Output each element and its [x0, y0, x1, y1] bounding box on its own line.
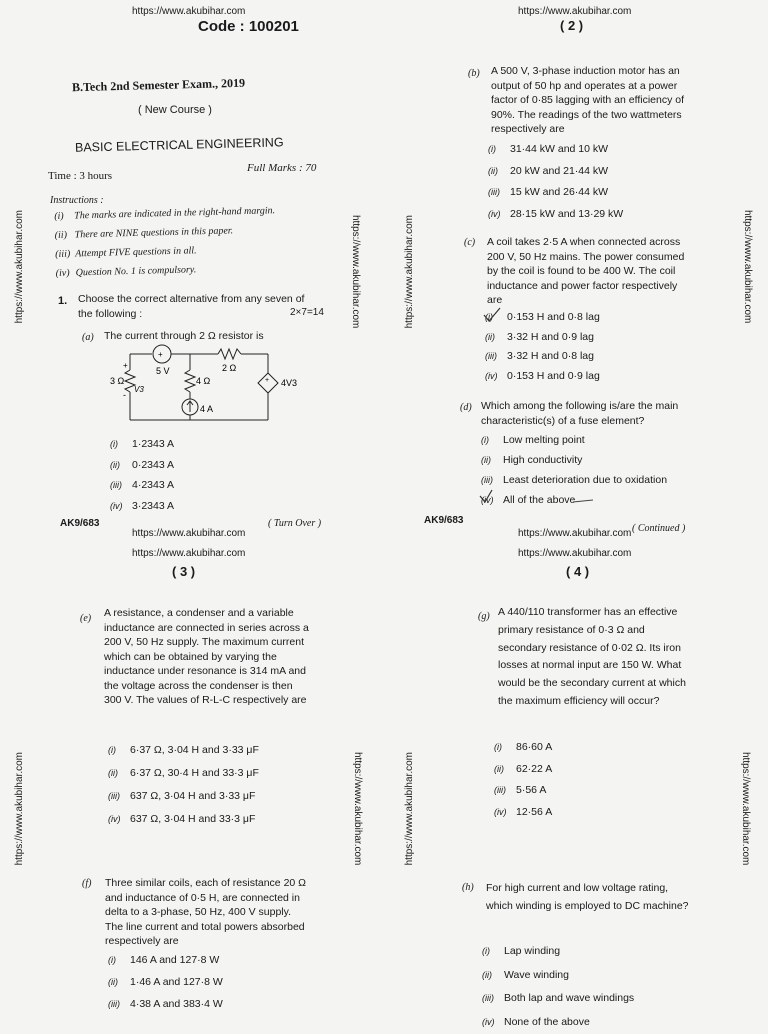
resistor-2-label: 2 Ω: [222, 363, 237, 373]
option-item[interactable]: (iv) 28·15 kW and 13·29 kW: [488, 204, 623, 226]
option-item[interactable]: (iv) 637 Ω, 3·04 H and 33·3 μF: [108, 808, 259, 831]
side-watermark: https://www.akubihar.com: [404, 752, 415, 865]
circuit-diagram: [110, 342, 310, 432]
option-item[interactable]: (i) Lap winding: [482, 940, 634, 964]
footer-note: ( Turn Over ): [268, 518, 321, 529]
option-item[interactable]: (ii) Wave winding: [482, 964, 634, 988]
side-watermark: https://www.akubihar.com: [352, 752, 363, 865]
side-watermark: https://www.akubihar.com: [740, 752, 751, 865]
option-item[interactable]: (iv) None of the above: [482, 1011, 634, 1034]
instructions-list: [54, 201, 277, 283]
question-label: (f): [82, 878, 91, 889]
question-text: Three similar coils, each of resistance 20 Ω and inductance of 0·5 H, are connected in delta to a 3-phase, 50 Hz, 400 V supply. The line current and total powers absorbed respectively are: [105, 876, 311, 949]
question-label: (g): [478, 611, 490, 622]
option-list: [488, 139, 623, 225]
side-watermark: https://www.akubihar.com: [14, 210, 25, 323]
side-watermark: https://www.akubihar.com: [14, 752, 25, 865]
option-item[interactable]: (i) 146 A and 127·8 W: [108, 949, 223, 971]
option-list: [110, 434, 174, 516]
page-number: ( 4 ): [566, 564, 589, 579]
exam-time: Time : 3 hours: [48, 170, 112, 182]
question-text: The current through 2 Ω resistor is: [104, 329, 264, 344]
option-item[interactable]: (ii) 62·22 A: [494, 759, 552, 781]
question-text: A 500 V, 3-phase induction motor has an output of 50 hp and operates at a power factor of 0·85 lagging with an efficiency of 90%. The readings of the two wattmeters respectively are: [491, 64, 695, 137]
option-item[interactable]: (iii) 5·56 A: [494, 780, 552, 802]
option-item[interactable]: (ii) High conductivity: [481, 450, 667, 470]
paper-code: Code : 100201: [198, 18, 299, 35]
page-url: https://www.akubihar.com: [518, 6, 631, 17]
option-list: [485, 308, 600, 386]
current-source-label: 4 A: [200, 404, 213, 414]
option-item[interactable]: (iv) 0·153 H and 0·9 lag: [485, 367, 600, 387]
option-item[interactable]: (iii) 4·38 A and 383·4 W: [108, 993, 223, 1015]
question-text: A coil takes 2·5 A when connected across 200 V, 50 Hz mains. The power consumed by the coil is found to be 400 W. The coil inductance and power factor respectively are: [487, 235, 691, 308]
question-label: (c): [464, 237, 475, 248]
circuit-minus-label: -: [123, 390, 126, 400]
circuit-plus-label: +: [158, 350, 163, 359]
question-text: Choose the correct alternative from any seven of the following :: [78, 292, 318, 321]
question-text: A 440/110 transformer has an effective primary resistance of 0·3 Ω and secondary resistance of 0·02 Ω. Its iron losses at normal input are 150 W. What would be the secondary current at which the maximum efficiency will occur?: [498, 604, 696, 711]
resistor-3-label: 3 Ω: [110, 376, 125, 386]
instruction-item: (ii) There are NINE questions in this paper.: [54, 220, 275, 245]
instruction-item: (iii) Attempt FIVE questions in all.: [55, 239, 276, 264]
question-label: (b): [468, 68, 480, 79]
question-number: 1.: [58, 295, 67, 307]
full-marks: Full Marks : 70: [247, 162, 316, 174]
option-item[interactable]: (i) 0·153 H and 0·8 lag: [485, 308, 600, 328]
option-item[interactable]: (ii) 6·37 Ω, 30·4 H and 33·3 μF: [108, 762, 259, 785]
option-item[interactable]: (i) 6·37 Ω, 3·04 H and 3·33 μF: [108, 739, 259, 762]
tick-mark-icon: [482, 306, 502, 324]
option-item[interactable]: (iii) 4·2343 A: [110, 475, 174, 496]
option-list: [494, 737, 552, 823]
option-item[interactable]: (ii) 3·32 H and 0·9 lag: [485, 328, 600, 348]
question-label: (a): [82, 332, 94, 343]
option-item[interactable]: (iii) Least deterioration due to oxidation: [481, 470, 667, 490]
instruction-item: (i) The marks are indicated in the right-hand margin.: [54, 201, 275, 226]
page-url: https://www.akubihar.com: [132, 6, 245, 17]
option-list: [108, 949, 223, 1015]
option-item[interactable]: (ii) 20 kW and 21·44 kW: [488, 161, 623, 183]
question-label: (e): [80, 613, 91, 624]
option-list: [482, 940, 634, 1034]
question-text: Which among the following is/are the main characteristic(s) of a fuse element?: [481, 399, 691, 428]
option-item[interactable]: (i) 1·2343 A: [110, 434, 174, 455]
footer-code: AK9/683: [424, 515, 463, 526]
question-text: For high current and low voltage rating, which winding is employed to DC machine?: [486, 880, 692, 915]
subject-title: BASIC ELECTRICAL ENGINEERING: [75, 135, 284, 154]
page-number: ( 2 ): [560, 18, 583, 33]
side-watermark: https://www.akubihar.com: [404, 215, 415, 328]
instructions-title: Instructions :: [50, 195, 104, 206]
footer-url: https://www.akubihar.com: [518, 528, 631, 539]
question-text: A resistance, a condenser and a variable inductance are connected in series across a 200 V, 50 Hz supply. The maximum current which can be obtained by varying the inductance under resonance is 314 mA and the voltage across the condenser is then 300 V. The values of R-L-C respectively are: [104, 606, 310, 708]
circuit-plus-label: +: [123, 361, 128, 370]
option-item[interactable]: (iii) 3·32 H and 0·8 lag: [485, 347, 600, 367]
page-number: ( 3 ): [172, 564, 195, 579]
page-url: https://www.akubihar.com: [132, 528, 245, 539]
question-label: (d): [460, 402, 472, 413]
option-item[interactable]: (i) 31·44 kW and 10 kW: [488, 139, 623, 161]
footer-code: AK9/683: [60, 518, 99, 529]
option-item[interactable]: (ii) 0·2343 A: [110, 455, 174, 476]
instruction-item: (iv) Question No. 1 is compulsory.: [55, 258, 276, 283]
option-item[interactable]: (i) Low melting point: [481, 430, 667, 450]
option-item[interactable]: (iii) 15 kW and 26·44 kW: [488, 182, 623, 204]
option-item[interactable]: (iv) 3·2343 A: [110, 496, 174, 517]
resistor-4-label: 4 Ω: [196, 376, 211, 386]
circuit-plus-label: +: [265, 377, 269, 384]
option-list: [108, 739, 259, 831]
page-url: https://www.akubihar.com: [132, 548, 245, 559]
option-item[interactable]: (iii) 637 Ω, 3·04 H and 3·33 μF: [108, 785, 259, 808]
footer-note: ( Continued ): [632, 523, 685, 534]
option-item[interactable]: (ii) 1·46 A and 127·8 W: [108, 971, 223, 993]
tick-mark-icon: [478, 488, 598, 508]
side-watermark: https://www.akubihar.com: [742, 210, 753, 323]
voltage-v3-label: V3: [134, 385, 144, 394]
dependent-source-label: 4V3: [281, 378, 297, 388]
option-item[interactable]: (iii) Both lap and wave windings: [482, 987, 634, 1011]
option-item[interactable]: (iv) All of the above: [481, 490, 667, 510]
course-label: ( New Course ): [138, 104, 212, 116]
question-marks: 2×7=14: [290, 307, 324, 318]
option-item[interactable]: (iv) 12·56 A: [494, 802, 552, 824]
source-voltage-label: 5 V: [156, 366, 170, 376]
exam-title: B.Tech 2nd Semester Exam., 2019: [72, 76, 245, 96]
question-label: (h): [462, 882, 474, 893]
page-url: https://www.akubihar.com: [518, 548, 631, 559]
side-watermark: https://www.akubihar.com: [350, 215, 361, 328]
option-item[interactable]: (i) 86·60 A: [494, 737, 552, 759]
